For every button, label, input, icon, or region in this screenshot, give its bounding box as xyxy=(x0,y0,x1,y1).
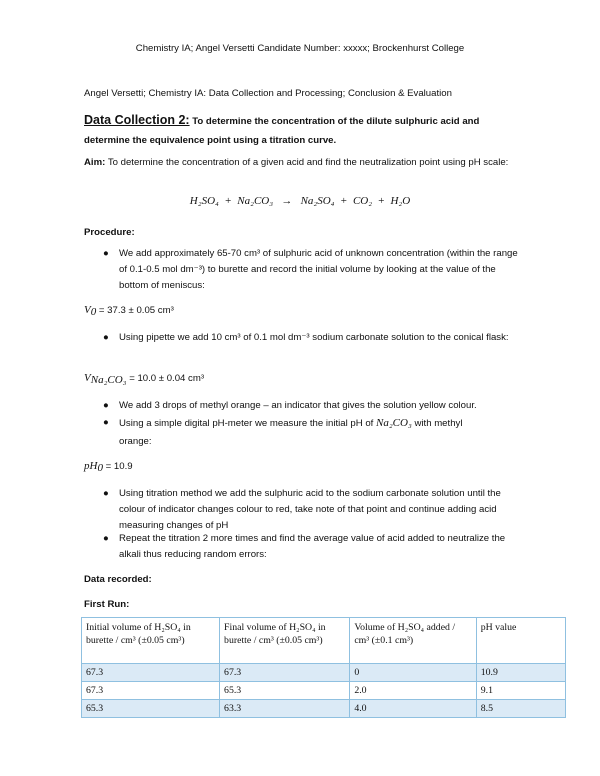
step-3-text: We add 3 drops of methyl orange – an indicator that gives the solution yellow colour. xyxy=(119,400,477,411)
reaction-equation xyxy=(0,195,600,207)
step-1-text: We add approximately 65-70 cm³ of sulphuric acid of unknown concentration (within the range of 0.1-0.5 mol dm⁻³) to burette and record the initial volume by looking at the value of the bottom of meniscus: xyxy=(119,248,518,291)
title-rest: To determine the concentration of the dilute sulphuric acid and xyxy=(192,116,480,127)
table-cell: 10.9 xyxy=(476,664,565,682)
page-header: Chemistry IA; Angel Versetti Candidate Number: xxxxx; Brockenhurst College xyxy=(135,43,465,54)
aim-text: To determine the concentration of a given acid and find the neutralization point using pH scale: xyxy=(107,157,509,168)
bullet-icon: ● xyxy=(103,332,109,343)
aim-label: Aim: xyxy=(84,157,106,168)
table-row xyxy=(82,700,566,718)
procedure-step-5 xyxy=(103,486,519,534)
bullet-icon: ● xyxy=(103,400,109,411)
ph0-value-line xyxy=(84,458,133,476)
vna-subscript: Na₂CO₃ xyxy=(90,374,127,386)
procedure-step-3 xyxy=(103,398,519,414)
eq-plus2: + xyxy=(340,195,348,207)
table-header-cell: Initial volume of H₂SO₄ in burette / cm³ (±0.05 cm³) xyxy=(82,618,220,664)
eq-product2: CO₂ xyxy=(352,195,373,207)
first-run-label: First Run: xyxy=(84,599,130,610)
table-cell: 63.3 xyxy=(220,700,350,718)
vna-value-line xyxy=(84,370,204,388)
step-5-text: Using titration method we add the sulphuric acid to the sodium carbonate solution until the colour of indicator changes colour to red, take note of that point and continue adding acid measuring changes of pH xyxy=(119,488,501,531)
first-run-table xyxy=(81,617,566,718)
table-header-cell: Final volume of H₂SO₄ in burette / cm³ (±0.05 cm³) xyxy=(220,618,350,664)
step-4-text-b: with methyl xyxy=(414,418,463,429)
v0-value-line xyxy=(84,302,174,320)
aim-paragraph xyxy=(84,155,524,171)
table-cell: 8.5 xyxy=(476,700,565,718)
bullet-icon: ● xyxy=(103,248,109,259)
bullet-icon: ● xyxy=(103,533,109,544)
vna-symbol: V xyxy=(84,372,91,384)
table-cell: 9.1 xyxy=(476,682,565,700)
step-4-text-a: Using a simple digital pH-meter we measure the initial pH of xyxy=(119,418,374,429)
step-2-text: Using pipette we add 10 cm³ of 0.1 mol dm⁻³ sodium carbonate solution to the conical flask: xyxy=(119,332,509,343)
section-subheader: Angel Versetti; Chemistry IA: Data Collection and Processing; Conclusion & Evaluation xyxy=(84,88,452,99)
table-cell: 4.0 xyxy=(350,700,476,718)
procedure-label: Procedure: xyxy=(84,227,135,238)
bullet-icon: ● xyxy=(103,417,109,428)
step-6-text: Repeat the titration 2 more times and find the average value of acid added to neutralize the alkali thus reducing random errors: xyxy=(119,533,506,560)
eq-reactant1: H₂SO₄ xyxy=(189,195,219,207)
procedure-step-6 xyxy=(103,531,519,563)
step-4-text-c: orange: xyxy=(119,436,152,447)
eq-reactant2: Na₂CO₃ xyxy=(237,195,274,207)
v0-symbol: V xyxy=(84,304,91,316)
data-recorded-label: Data recorded: xyxy=(84,574,152,585)
table-row xyxy=(82,664,566,682)
section-title xyxy=(84,111,524,150)
step-4-formula: Na₂CO₃ xyxy=(376,417,412,429)
bullet-icon: ● xyxy=(103,488,109,499)
eq-plus1: + xyxy=(224,195,232,207)
table-header-cell: pH value xyxy=(476,618,565,664)
table-row xyxy=(82,682,566,700)
eq-product1: Na₂SO₄ xyxy=(300,195,335,207)
table-cell: 67.3 xyxy=(82,664,220,682)
table-header-cell: Volume of H₂SO₄ added / cm³ (±0.1 cm³) xyxy=(350,618,476,664)
ph-subscript: 0 xyxy=(97,462,103,474)
title-label: Data Collection 2: xyxy=(84,113,190,127)
v0-subscript: 0 xyxy=(90,306,97,318)
ph-symbol: pH xyxy=(84,460,98,472)
table-cell: 67.3 xyxy=(82,682,220,700)
ph-value: = 10.9 xyxy=(105,461,133,472)
eq-product3: H₂O xyxy=(390,195,411,207)
table-header-row xyxy=(82,618,566,664)
title-line2: determine the equivalence point using a titration curve. xyxy=(84,135,337,146)
v0-value: = 37.3 ± 0.05 cm³ xyxy=(98,305,174,316)
procedure-step-4 xyxy=(103,414,519,451)
eq-plus3: + xyxy=(377,195,385,207)
table-cell: 0 xyxy=(350,664,476,682)
table-cell: 65.3 xyxy=(82,700,220,718)
vna-value: = 10.0 ± 0.04 cm³ xyxy=(129,373,205,384)
eq-arrow: → xyxy=(281,195,293,207)
procedure-step-1 xyxy=(103,246,519,294)
table-cell: 67.3 xyxy=(220,664,350,682)
table-cell: 2.0 xyxy=(350,682,476,700)
procedure-step-2 xyxy=(103,330,519,346)
table-cell: 65.3 xyxy=(220,682,350,700)
